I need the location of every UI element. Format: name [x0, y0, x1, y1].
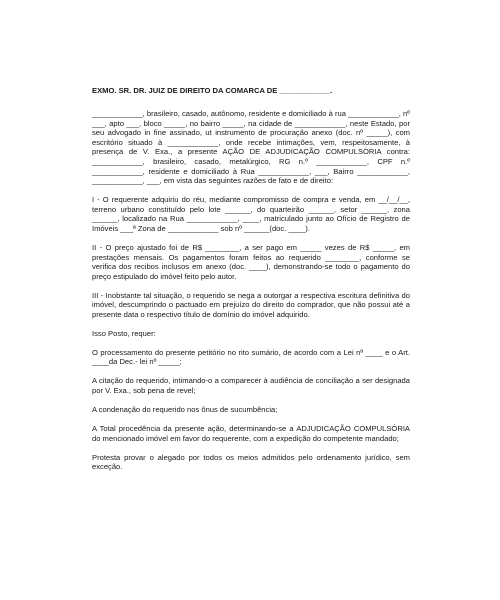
request-intro: Isso Posto, requer: — [92, 328, 156, 338]
document-heading: EXMO. SR. DR. JUIZ DE DIREITO DA COMARCA DE ____________. — [92, 86, 333, 95]
fact-paragraph-2: II - O preço ajustado foi de R$ ________, a ser pago em _____ vezes de R$ _____, em prestações mensais. Os pagamentos foram feitos ao requerido ________, conforme se verifica dos recibos inclusos em anexo (doc. ____), demonstrando-se todo o pagamento do preço estipulado do imóvel feito pelo autor. — [92, 242, 410, 281]
request-item-costs: A condenação do requerido nos ônus de sucumbência; — [92, 404, 278, 414]
request-item-evidence: Protesta provar o alegado por todos os meios admitidos pelo ordenamento jurídico, sem exceção. — [92, 452, 410, 472]
request-item-citation: A citação do requerido, intimando-o a comparecer à audiência de conciliação a ser designada por V. Exa., sob pena de revel; — [92, 376, 410, 395]
request-item-procedure: O processamento do presente petitório no rito sumário, de acordo com a Lei nº ____ e o Art. ____da Dec.- lei nº _____; — [92, 347, 410, 367]
request-item-adjudication: A Total procedência da presente ação, determinando-se a ADJUDICAÇÃO COMPULSÓRIA do mencionado imóvel em favor do requerente, com a expedição do competente mandado; — [92, 423, 410, 443]
qualification-paragraph: ____________, brasileiro, casado, autônomo, residente e domiciliado à rua ____________, nº ___, apto ___, bloco _____, no bairro _____, na cidade de ____________, neste Estado, por seu advogado in fine assinado, ut instrumento de procuração anexo (doc. nº _____), com escritório situado à ____________, onde recebe intimações, vem, respeitosamente, à presença de V. Exa., a presente AÇÃO DE ADJUDICAÇÃO COMPULSÓRIA contra: ____________, brasileiro, casado, metalúrgico, RG n.º ____________, CPF n.º ____________, residente e domiciliado à Rua ____________, ___, Bairro ____________, ____________, ___, em vista das seguintes razões de fato e de direito: — [92, 109, 410, 186]
petition-document — [92, 86, 410, 481]
fact-paragraph-3: III - Inobstante tal situação, o requerido se nega a outorgar a respectiva escritura definitiva do imóvel, descumprindo o pactuado em prejuízo do direito do comprador, que não possui até a presente data o respectivo título de domínio do imóvel adquirido. — [92, 290, 410, 319]
fact-paragraph-1: I - O requerente adquiriu do réu, mediante compromisso de compra e venda, em __/__/__, terreno urbano constituído pelo lote ______, do quarteirão ______, setor ______, zona ______, localizado na Rua ____________, ____, matriculado junto ao Ofício de Registro de Imóveis ___ª Zona de ____________ sob nº ______(doc. ____). — [92, 195, 410, 233]
